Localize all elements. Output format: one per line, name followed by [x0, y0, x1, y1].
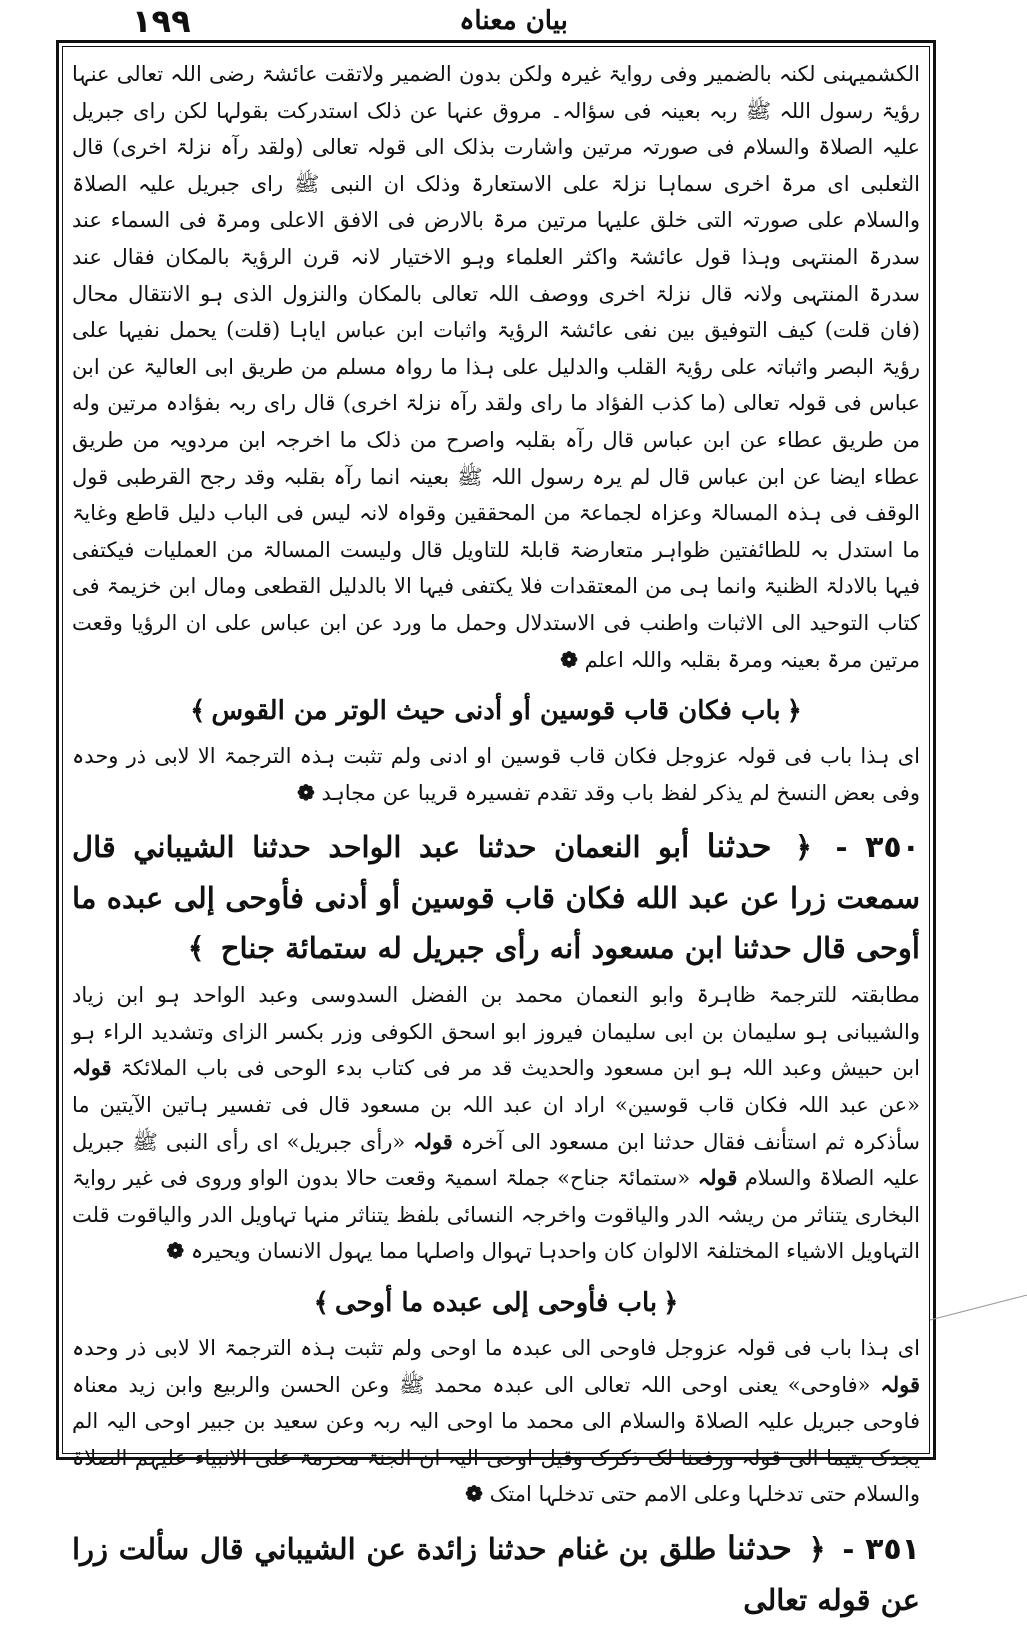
end-mark: ❁	[297, 779, 315, 805]
scan-margin-line	[930, 1290, 1027, 1330]
chapter-heading-text: باب فأوحى إلى عبده ما أوحى	[334, 1288, 658, 1319]
ornament-bracket-left: ﴾	[187, 931, 205, 966]
hadith-opening-word: حدثنا	[706, 827, 772, 866]
hadith-text: ٣٥٠ - ﴿ حدثنا أبو النعمان حدثنا عبد الواحد حدثنا الشيباني قال سمعت زرا عن عبد الله فكان قاب قوسين أو أدنى فأوحى إلى عبده ما أوحى قال حدثنا ابن مسعود أنه رأى جبريل له ستمائة جناح ﴾	[72, 827, 920, 966]
hadith-text: ٣٥١ - ﴿ حدثنا طلق بن غنام حدثنا زائدة عن الشيباني قال سألت زرا عن قوله تعالى	[72, 1529, 920, 1617]
ornament-bracket-right: ﴿	[808, 1532, 826, 1566]
hadith-body: طلق بن غنام حدثنا زائدة عن الشيباني قال سألت زرا عن قوله تعالى	[72, 1532, 920, 1617]
commentary-paragraph	[72, 56, 920, 678]
hadith-opening-word: حدثنا	[727, 1529, 792, 1567]
end-mark: ❁	[465, 1481, 483, 1507]
commentary-text: مطابقتہ للترجمۃ ظاہرۃ وابو النعمان محمد بن الفضل السدوسی وعبد الواحد ہو ابن زیاد والشیبانی ہو سلیمان بن ابی سلیمان فیروز ابو اسحق الکوفی وزر بکسر الزای وتشدید الراء ہو ابن حبیش وعبد اللہ ہو ابن مسعود والحدیث قد مر فی کتاب بدء الوحی فی باب الملائکۃ	[72, 983, 921, 1081]
page-header	[0, 0, 1027, 42]
hadith-number: ٣٥٠	[865, 830, 920, 866]
ornament-bracket-left: ﴾	[313, 1288, 329, 1319]
ornament-bracket-right: ﴿	[795, 830, 813, 865]
chapter-heading-text: باب فكان قاب قوسين أو أدنى حيث الوتر من القوس	[211, 696, 781, 727]
commentary-paragraph	[72, 738, 920, 811]
commentary-text: «رأی جبریل» ای رأی النبی ﷺ جبریل علیہ الصلاۃ والسلام	[72, 1129, 920, 1191]
commentary-text: ای ہذا باب فی قولہ عزوجل فاوحی الی عبدہ ما اوحی ولم تثبت ہذہ الترجمۃ الا لابی ذر وحدہ	[72, 1336, 920, 1361]
end-mark: ❁	[166, 1238, 185, 1264]
qawluhu-marker: قولہ	[880, 1371, 920, 1397]
page-number: ١٩٩	[132, 2, 191, 40]
qawluhu-marker: قولہ	[697, 1165, 738, 1191]
commentary-text: «عن عبد اللہ فکان قاب قوسین» اراد ان عبد اللہ بن مسعود قال فی تفسیر ہاتین الآیتین ما سأذکرہ ثم استأنف فقال حدثنا ابن مسعود الی آخرہ	[72, 1093, 920, 1154]
commentary-paragraph	[72, 1330, 920, 1513]
ornament-bracket-right: ﴿	[663, 1288, 679, 1319]
hadith-body: أبو النعمان حدثنا عبد الواحد حدثنا الشيباني قال سمعت زرا عن عبد الله فكان قاب قوسين أو أدنى فأوحى إلى عبده ما أوحى قال حدثنا ابن مسعود أنه رأى جبريل له ستمائة جناح	[72, 830, 920, 966]
chapter-heading	[72, 692, 920, 730]
ornament-bracket-right: ﴿	[786, 696, 802, 727]
commentary-text: «فاوحی» یعنی اوحی اللہ تعالی الی عبدہ محمد ﷺ وعن الحسن والربیع وابن زید معناہ فاوحی جبریل علیہ الصلاۃ والسلام الی محمد ما اوحی الیہ ربہ وعن سعید بن جبیر اوحی الیہ الم یجدک یتیما الی قولہ ورفعنا لک ذکرک وقیل اوحی الیہ ان الجنۃ محرمۃ علی الانبیاء علیہم الصلاۃ والسلام حتی تدخلہا وعلی الامم حتی تدخلہا امتک	[72, 1372, 920, 1507]
commentary-text: «ستمائۃ جناح» جملۃ اسمیۃ وقعت حالا بدون الواو وروی فی غیر روایۃ البخاری یتناثر من ریشہ الدر والیاقوت واخرجہ النسائی بلفظ یتناثر منہا تہاویل الدر والیاقوت قلت التہاویل الاشیاء المختلفۃ الالوان کان واحدہا تہوال واصلہا مما یہول الانسان ویحیرہ	[72, 1166, 920, 1264]
qawluhu-marker: قولہ	[413, 1128, 453, 1154]
qawluhu-marker: قولہ	[72, 1055, 112, 1081]
commentary-paragraph	[72, 977, 920, 1270]
end-mark: ❁	[560, 646, 578, 672]
chapter-heading	[72, 1284, 920, 1322]
page-body	[72, 56, 921, 1617]
commentary-text: ای ہذا باب فی قولہ عزوجل فکان قاب قوسین او ادنی ولم تثبت ہذہ الترجمۃ الا لابی ذر وحدہ وفی بعض النسخ لم یذکر لفظ باب وقد تقدم تفسیرہ قریبا عن مجاہد	[72, 744, 920, 805]
hadith-number: ٣٥١	[865, 1532, 920, 1567]
ornament-bracket-left: ﴾	[190, 696, 206, 727]
commentary-text: الکشمیہنی لکنہ بالضمیر وفی روایۃ غیرہ ولکن بدون الضمیر ولاتقت عائشۃ رضی اللہ تعالی عنہا رؤیۃ رسول اللہ ﷺ ربہ بعینہ فی سؤالہ۔ مروق عنہا عن ذلک استدرکت بقولہا لکن رای جبریل علیہ الصلاۃ والسلام فی صورتہ مرتین واشارت بذلک الی قولہ تعالی (ولقد رآہ نزلۃ اخری) قال الثعلبی ای مرۃ اخری سماہا نزلۃ علی الاستعارۃ وذلک ان النبی ﷺ رای جبریل علیہ الصلاۃ والسلام علی صورتہ التی خلق علیہا مرتین مرۃ بالارض فی الافق الاعلی ومرۃ فی السماء عند سدرۃ المنتہی وہذا قول عائشۃ واکثر العلماء وہو الاختیار لانہ قرن الرؤیۃ بالمکان فقال عند سدرۃ المنتہی ولانہ قال نزلۃ اخری ووصف اللہ تعالی بالمکان والنزول الذی ہو الانتقال محال (فان قلت) کیف التوفیق بین نفی عائشۃ الرؤیۃ واثبات ابن عباس ایاہا (قلت) یحمل نفیہا علی رؤیۃ البصر واثباتہ علی رؤیۃ القلب والدلیل علی ہذا ما رواہ مسلم من طریق ابی العالیۃ عن ابن عباس فی قولہ تعالی (ما کذب الفؤاد ما رای ولقد رآہ نزلۃ اخری) قال رای ربہ بفؤادہ مرتین وله من طریق عطاء عن ابن عباس قال رآہ بقلبہ واصرح من ذلک ما اخرجہ ابن مردویہ من طریق عطاء ایضا عن ابن عباس قال لم یرہ رسول اللہ ﷺ بعینہ انما رآہ بقلبہ وقد رجح القرطبی قول الوقف فی ہذہ المسالۃ وعزاہ لجماعۃ من المحققین وقواہ لانہ لیس فی الباب دلیل قاطع وغایۃ ما استدل بہ للطائفتین ظواہر متعارضۃ قابلۃ للتاویل قال ولیست المسالۃ من العملیات فیکتفی فیہا بالادلۃ الظنیۃ وانما ہی من المعتقدات فلا یکتفی فیہا الا بالدلیل القطعی ومال ابن خزیمۃ فی کتاب التوحید الی الاثبات واطنب فی الاستدلال وحمل ما ورد عن ابن عباس علی ان الرؤیا وقعت مرتین مرۃ بعینہ ومرۃ بقلبہ واللہ اعلم	[72, 62, 920, 672]
running-head: بیان معناہ	[459, 6, 568, 36]
